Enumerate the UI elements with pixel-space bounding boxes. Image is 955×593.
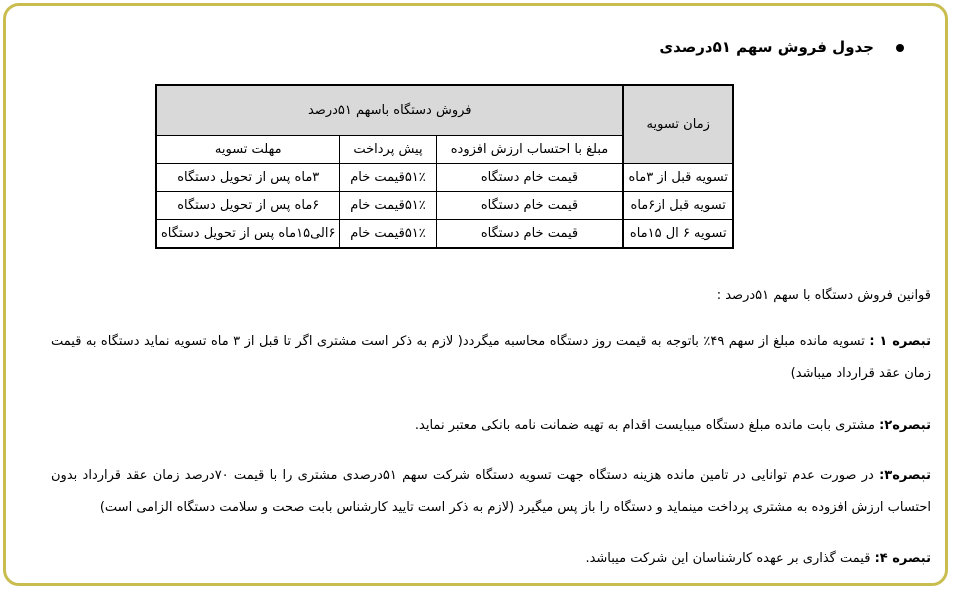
cell-settlement: تسویه قبل از۶ماه — [623, 192, 733, 220]
note-3-text: در صورت عدم توانایی در تامین مانده هزینه دستگاه جهت تسویه دستگاه شرکت سهم ۵۱درصدی مشتری را با قیمت ۷۰درصد زمان عقد قرارداد بدون احتساب ارزش افزوده به مشتری پرداخت مینماید و دستگاه را باز پس میگیرد (لازم به ذکر است تایید کارشناس بابت صحت و سلامت دستگاه الزامی است) — [51, 468, 931, 515]
note-1-label: تبصره ۱ : — [869, 334, 931, 349]
cell-amount: قیمت خام دستگاه — [436, 220, 623, 249]
note-3 — [51, 460, 931, 524]
table-row — [156, 164, 733, 192]
note-3-label: تبصره۳: — [879, 468, 931, 483]
header-prepay: پیش پرداخت — [340, 136, 436, 164]
note-2-label: تبصره۲: — [879, 418, 931, 433]
header-amount: مبلغ با احتساب ارزش افزوده — [436, 136, 623, 164]
header-group: فروش دستگاه باسهم ۵۱درصد — [156, 85, 623, 136]
header-settlement: زمان تسویه — [623, 85, 733, 164]
note-4 — [51, 543, 931, 575]
cell-deadline: ۶الی۱۵ماه پس از تحویل دستگاه — [156, 220, 340, 249]
note-1-text: تسویه مانده مبلغ از سهم ۴۹٪ باتوجه به قیمت روز دستگاه محاسبه میگردد( لازم به ذکر است مشتری اگر تا قبل از ۳ ماه تسویه نماید دستگاه به قیمت زمان عقد قرارداد میباشد) — [51, 334, 931, 381]
cell-prepay: ۵۱٪قیمت خام — [340, 164, 436, 192]
cell-deadline: ۳ماه پس از تحویل دستگاه — [156, 164, 340, 192]
bullet-icon — [896, 44, 904, 52]
cell-settlement: تسویه قبل از ۳ماه — [623, 164, 733, 192]
sales-table — [155, 84, 734, 249]
cell-deadline: ۶ماه پس از تحویل دستگاه — [156, 192, 340, 220]
note-4-text: قیمت گذاری بر عهده کارشناسان این شرکت میباشد. — [585, 551, 871, 566]
note-2-text: مشتری بابت مانده مبلغ دستگاه میبایست اقدام به تهیه ضمانت نامه بانکی معتبر نماید. — [414, 418, 875, 433]
table-row — [156, 192, 733, 220]
section-title-text: جدول فروش سهم ۵۱درصدی — [659, 38, 874, 56]
note-4-label: تبصره ۴: — [874, 551, 931, 566]
cell-prepay: ۵۱٪قیمت خام — [340, 192, 436, 220]
section-title — [659, 38, 904, 56]
cell-amount: قیمت خام دستگاه — [436, 164, 623, 192]
note-1 — [51, 326, 931, 390]
header-deadline: مهلت تسویه — [156, 136, 340, 164]
note-2 — [51, 410, 931, 442]
table-header-row — [156, 85, 733, 136]
cell-amount: قیمت خام دستگاه — [436, 192, 623, 220]
rules-heading: قوانین فروش دستگاه با سهم ۵۱درصد : — [716, 288, 931, 303]
table-row — [156, 220, 733, 249]
cell-settlement: تسویه ۶ ال ۱۵ماه — [623, 220, 733, 249]
cell-prepay: ۵۱٪قیمت خام — [340, 220, 436, 249]
